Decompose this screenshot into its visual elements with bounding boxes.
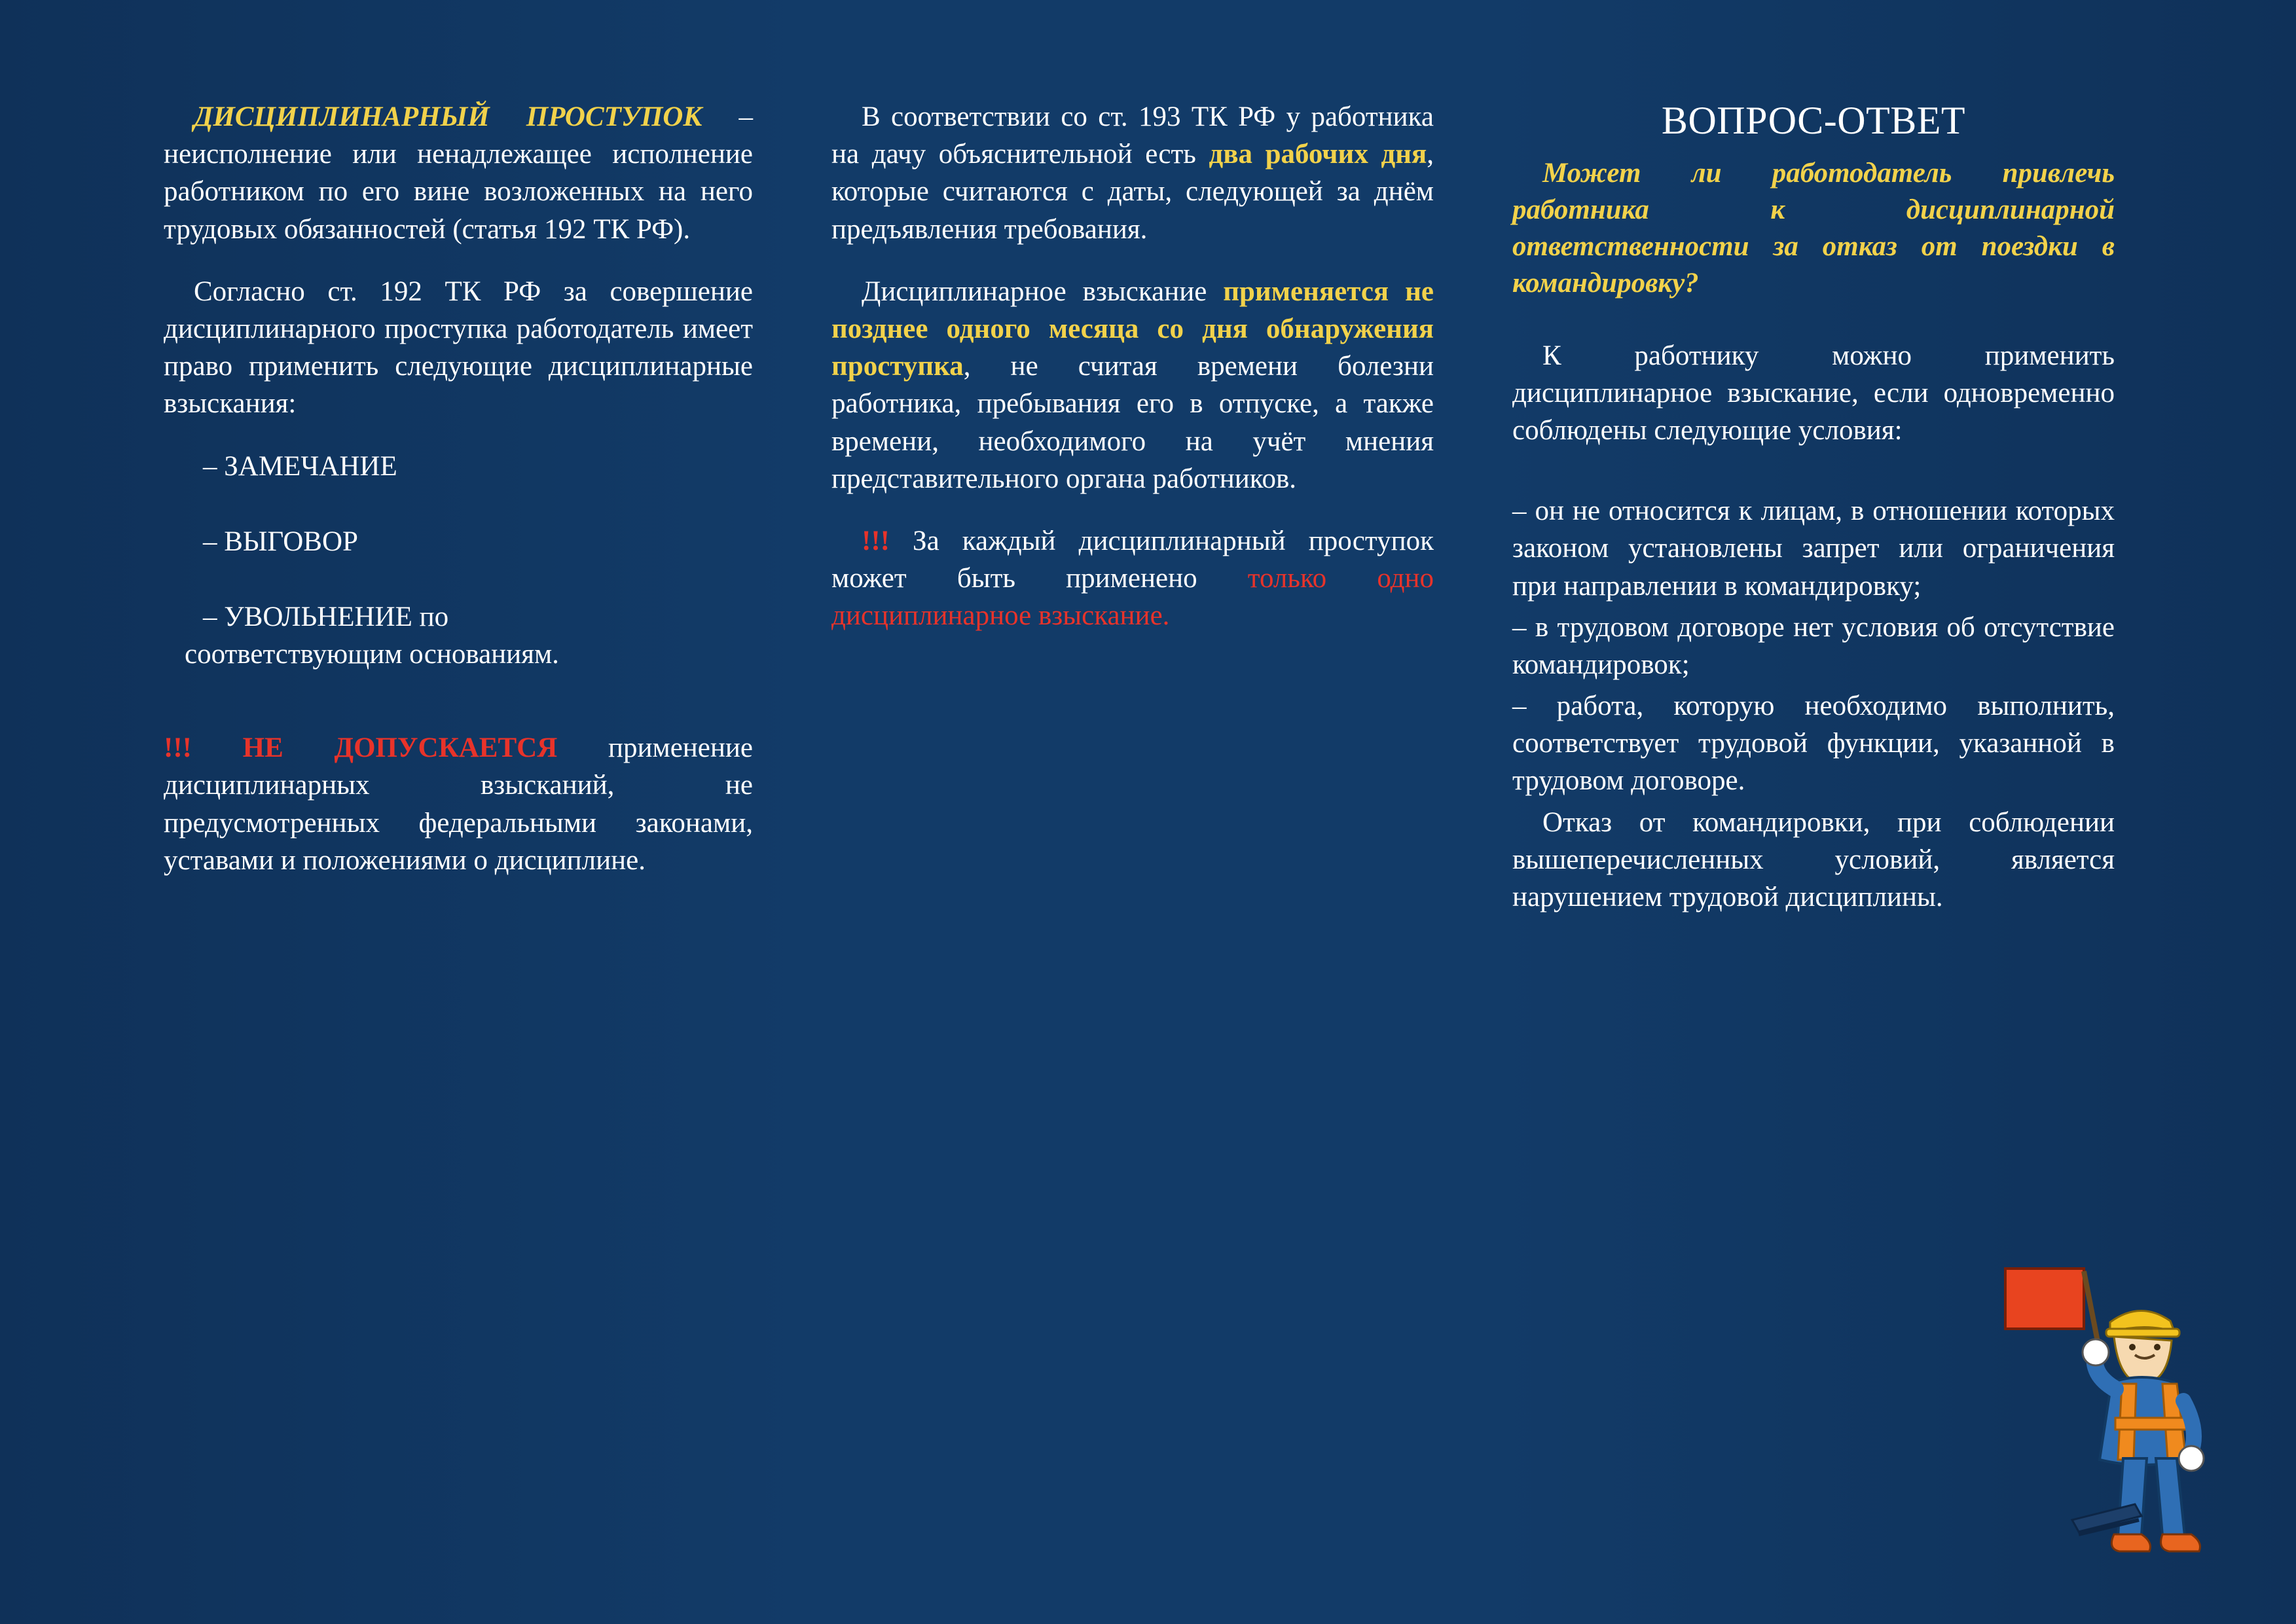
explanation-before: В соответствии со ст. 193 ТК РФ у работника на дачу объяснительной есть [831,101,1434,170]
warning-text: применение дисциплинарных взысканий, не предусмотренных федеральными законами, уставами и положениями о дисциплине. [164,732,754,876]
faq-answer-intro: К работнику можно применить дисциплинарное взыскание, если одновременно соблюдены следующие условия: [1512,340,2115,446]
term-after: , не считая времени болезни работника, пребывания его в отпуске, а также времени, необходимого на учёт мнения представительного органа работников. [831,351,1434,494]
highlight-one-month: применяется не позднее одного месяца со дня обнаружения проступка [831,276,1434,382]
highlight-only-one-penalty: только одно дисциплинарное взыскание. [831,563,1434,632]
column-faq [1512,98,2115,1545]
explanation-after: , которые считаются с даты, следующей за днём предъявления требования. [831,139,1434,245]
paragraph-not-allowed [164,729,753,879]
page-title: ВОПРОС-ОТВЕТ [1661,99,1966,142]
paragraph-definition [164,98,753,248]
highlight-two-working-days: два рабочих дня [1209,139,1427,170]
sanction-dismissal: – УВОЛЬНЕНИЕ по [203,601,449,632]
attention-marks: !!! [862,525,890,556]
term-disciplinary-offence: ДИСЦИПЛИНАРНЫЙ ПРОСТУПОК [194,101,702,132]
column-procedure [831,98,1434,1545]
spacer [1512,474,2115,492]
paragraph-one-penalty [831,522,1434,635]
sanction-remark: – ЗАМЕЧАНИЕ [203,450,397,482]
list-item [203,523,753,560]
warning-label: !!! НЕ ДОПУСКАЕТСЯ [164,732,558,764]
condition-item: – работа, которую необходимо выполнить, соответствует трудовой функции, указанной в трудовом договоре. [1512,691,2115,797]
penalty-before: За каждый дисциплинарный проступок может быть применено [831,525,1434,594]
paragraph-article-192: Согласно ст. 192 ТК РФ за совершение дисциплинарного проступка работодатель имеет право применить следующие дисциплинарные взыскания: [164,276,753,420]
condition-item: – в трудовом договоре нет условия об отсутствие командировок; [1512,611,2115,680]
sanctions-list [164,448,753,674]
list-item [185,598,753,673]
term-before: Дисциплинарное взыскание [862,276,1224,307]
faq-conclusion: Отказ от командировки, при соблюдении вышеперечисленных условий, является нарушением трудовой дисциплины. [1512,806,2115,912]
spacer [164,711,753,729]
conditions-list [1512,492,2115,800]
list-item [203,448,753,485]
column-definition [164,98,753,1545]
condition-item: – он не относится к лицам, в отношении которых законом установлены запрет или ограничения при направлении в командировку; [1512,496,2115,602]
definition-text: – неисполнение или ненадлежащее исполнение работником по его вине возложенных на него трудовых обязанностей (статья 192 ТК РФ). [164,101,754,245]
paragraph-term-one-month [831,273,1434,497]
sanction-dismissal-continued: соответствующим основаниям. [185,639,559,670]
sanction-reprimand: – ВЫГОВОР [203,526,358,557]
faq-question: Может ли работодатель привлечь работника к дисциплинарной ответственности за отказ от поездки в командировку? [1512,158,2115,298]
paragraph-article-193 [831,98,1434,248]
